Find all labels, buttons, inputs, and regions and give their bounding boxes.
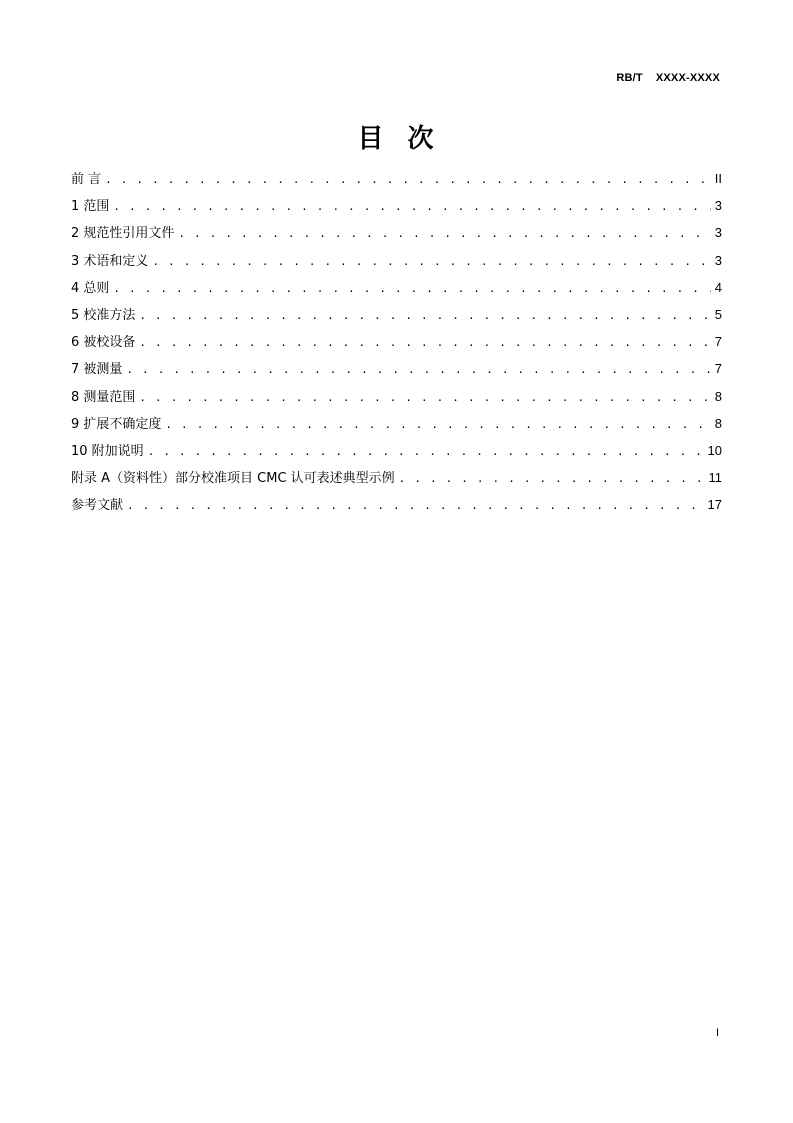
toc-entry-page: 10 [707,442,722,458]
toc-dot-leader [165,414,710,436]
toc-entry-label: 10 附加说明 [71,443,144,459]
toc-entry-general[interactable] [71,277,722,304]
toc-entry-label: 4 总则 [71,280,110,296]
toc-entry-page: 8 [714,415,722,431]
toc-entry-label: 7 被测量 [71,362,123,378]
toc-dot-leader [139,387,710,409]
toc-entry-label: 6 被校设备 [71,335,136,351]
toc-entry-expanded-uncertainty[interactable] [71,413,722,440]
toc-dot-leader [105,169,711,191]
toc-entry-foreword[interactable] [71,168,722,195]
toc-entry-measurement-range[interactable] [71,386,722,413]
toc-entry-page: II [714,171,722,186]
toc-entry-calibration-method[interactable] [71,304,722,331]
toc-entry-label: 附录 A（资料性）部分校准项目 CMC 认可表述典型示例 [71,471,395,487]
toc-entry-page: 7 [714,334,722,350]
toc-entry-normative-references[interactable] [71,222,722,249]
toc-entry-label: 5 校准方法 [71,307,136,323]
toc-entry-bibliography[interactable] [71,494,722,521]
toc-entry-label: 9 扩展不确定度 [71,416,162,432]
toc-dot-leader [127,495,704,517]
toc-entry-label: 1 范围 [71,199,110,215]
toc-dot-leader [113,278,710,300]
toc-entry-page: 3 [714,198,722,214]
toc-entry-label: 前 言 [71,172,102,187]
page-title: 目 次 [357,124,436,154]
toc-dot-leader [178,223,710,245]
toc-dot-leader [139,305,710,327]
table-of-contents [71,168,722,521]
toc-entry-page: 7 [714,361,722,377]
toc-entry-page: 8 [714,388,722,404]
toc-dot-leader [399,468,705,490]
toc-entry-label: 参考文献 [71,498,124,514]
toc-entry-page: 5 [714,306,722,322]
toc-dot-leader [139,332,710,354]
document-code-header: RB/T XXXX-XXXX [616,72,720,84]
page-number: I [715,1027,719,1039]
toc-dot-leader [126,359,710,381]
toc-dot-leader [113,196,710,218]
toc-entry-page: 17 [707,497,722,513]
toc-entry-page: 3 [714,252,722,268]
toc-entry-calibrated-equipment[interactable] [71,331,722,358]
toc-entry-additional-notes[interactable] [71,440,722,467]
toc-dot-leader [152,251,710,273]
toc-entry-page: 4 [714,279,722,295]
toc-entry-terms-definitions[interactable] [71,250,722,277]
toc-entry-appendix-a[interactable] [71,467,722,494]
toc-entry-page: 3 [714,225,722,241]
toc-entry-measurand[interactable] [71,358,722,385]
toc-dot-leader [148,441,704,463]
toc-entry-page: 11 [708,470,722,486]
toc-entry-label: 3 术语和定义 [71,253,149,269]
toc-entry-scope[interactable] [71,195,722,222]
toc-entry-label: 2 规范性引用文件 [71,226,175,242]
toc-entry-label: 8 测量范围 [71,389,136,405]
